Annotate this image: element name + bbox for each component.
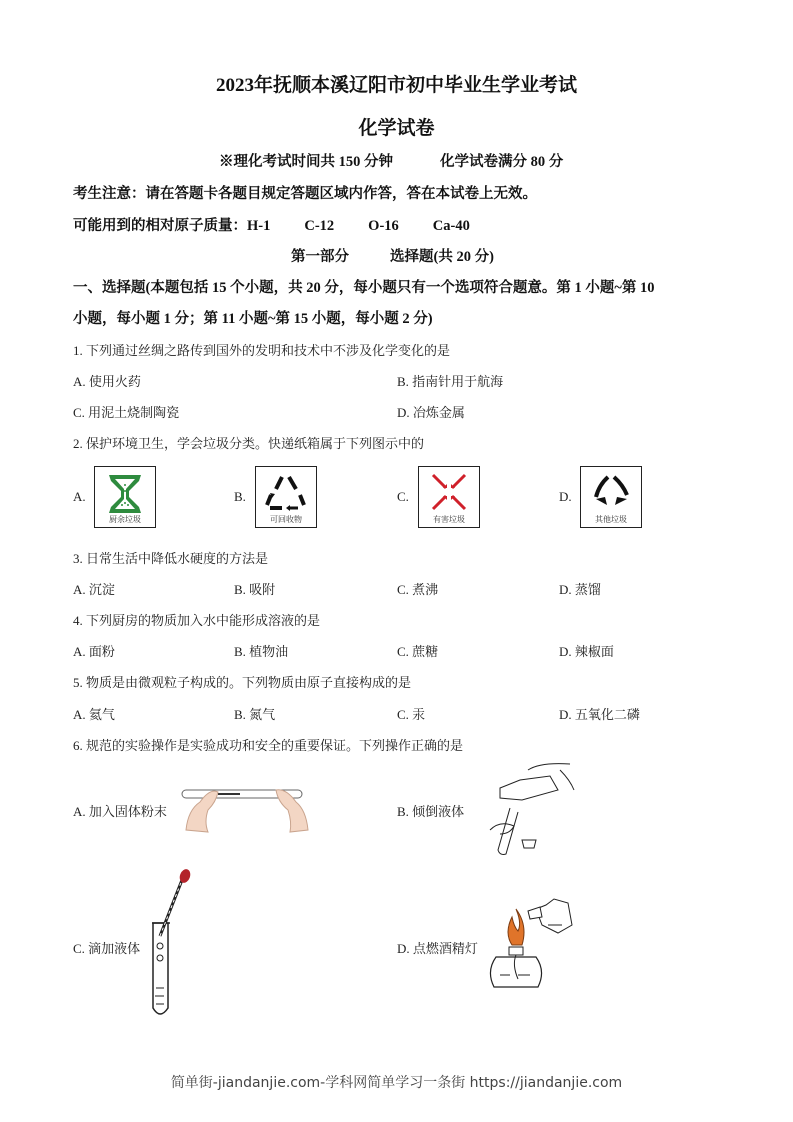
question-2-option-d-letter: D. (559, 489, 572, 504)
question-1-option-a: A. 使用火药 (73, 374, 141, 389)
question-6-stem: 6. 规范的实验操作是实验成功和安全的重要保证。下列操作正确的是 (73, 738, 464, 753)
kitchen-waste-caption: 厨余垃圾 (109, 515, 141, 524)
hazardous-waste-caption: 有害垃圾 (433, 515, 465, 524)
exam-subject: 化学试卷 (358, 118, 435, 139)
question-1-stem: 1. 下列通过丝绸之路传到国外的发明和技术中不涉及化学变化的是 (73, 343, 451, 358)
recyclable-caption: 可回收物 (270, 515, 302, 524)
section-instructions-line1: 一、选择题(本题包括 15 个小题，共 20 分，每小题只有一个选项符合题意。第 1 小题~第 10 (73, 280, 655, 296)
question-5-option-d: D. 五氧化二磷 (559, 707, 640, 722)
question-1-option-d: D. 冶炼金属 (397, 405, 465, 420)
other-waste-caption: 其他垃圾 (595, 515, 627, 524)
question-4-option-b: B. 植物油 (234, 644, 289, 659)
footer-watermark: 简单街-jiandanjie.com-学科网简单学习一条街 https://jiandanjie.com (170, 1075, 623, 1091)
add-solid-powder-illustration (178, 780, 313, 838)
question-3-option-b: B. 吸附 (234, 582, 276, 597)
time-note: ※理化考试时间共 150 分钟 (219, 154, 393, 170)
question-1-option-c: C. 用泥土烧制陶瓷 (73, 405, 180, 420)
atomic-mass-h: H-1 (247, 218, 271, 234)
kitchen-waste-icon (94, 466, 156, 528)
score-note: 化学试卷满分 80 分 (440, 154, 564, 170)
question-3-stem: 3. 日常生活中降低水硬度的方法是 (73, 551, 269, 566)
question-2-option-c-letter: C. (397, 489, 409, 504)
question-3-option-a: A. 沉淀 (73, 582, 115, 597)
question-6-option-c: C. 滴加液体 (73, 941, 141, 956)
recyclable-icon (255, 466, 317, 528)
question-4-option-c: C. 蔗糖 (397, 644, 439, 659)
atomic-mass-o: O-16 (368, 218, 399, 234)
light-alcohol-lamp-illustration (482, 895, 577, 995)
question-6-option-d: D. 点燃酒精灯 (397, 941, 478, 956)
atomic-mass-c: C-12 (304, 218, 335, 234)
pour-liquid-illustration (470, 760, 580, 860)
exam-title: 2023年抚顺本溪辽阳市初中毕业生学业考试 (215, 75, 577, 96)
atomic-mass-line (73, 214, 470, 235)
question-5-option-b: B. 氮气 (234, 707, 276, 722)
question-1-option-b: B. 指南针用于航海 (397, 374, 504, 389)
question-6-option-a: A. 加入固体粉末 (73, 804, 167, 819)
exam-notice: 考生注意：请在答题卡各题目规定答题区域内作答，答在本试卷上无效。 (73, 186, 537, 202)
question-5-stem: 5. 物质是由微观粒子构成的。下列物质由原子直接构成的是 (73, 675, 412, 690)
question-2-option-b-letter: B. (234, 489, 246, 504)
part-title: 选择题(共 20 分) (390, 249, 494, 265)
section-instructions-line2: 小题，每小题 1 分；第 11 小题~第 15 小题，每小题 2 分) (73, 311, 433, 327)
question-5-option-a: A. 氦气 (73, 707, 115, 722)
question-4-option-a: A. 面粉 (73, 644, 115, 659)
question-3-option-c: C. 煮沸 (397, 582, 439, 597)
hazardous-waste-icon (418, 466, 480, 528)
question-6-option-b: B. 倾倒液体 (397, 804, 465, 819)
atomic-mass-label: 可能用到的相对原子质量： (73, 218, 247, 234)
question-3-option-d: D. 蒸馏 (559, 582, 601, 597)
question-5-option-c: C. 汞 (397, 707, 426, 722)
question-4-option-d: D. 辣椒面 (559, 644, 614, 659)
question-4-stem: 4. 下列厨房的物质加入水中能形成溶液的是 (73, 613, 321, 628)
part-label: 第一部分 (291, 249, 349, 265)
question-2-stem: 2. 保护环境卫生，学会垃圾分类。快递纸箱属于下列图示中的 (73, 436, 425, 451)
drop-liquid-illustration (140, 868, 200, 1023)
atomic-mass-ca: Ca-40 (432, 218, 470, 234)
question-2-option-a-letter: A. (73, 489, 86, 504)
other-waste-icon (580, 466, 642, 528)
